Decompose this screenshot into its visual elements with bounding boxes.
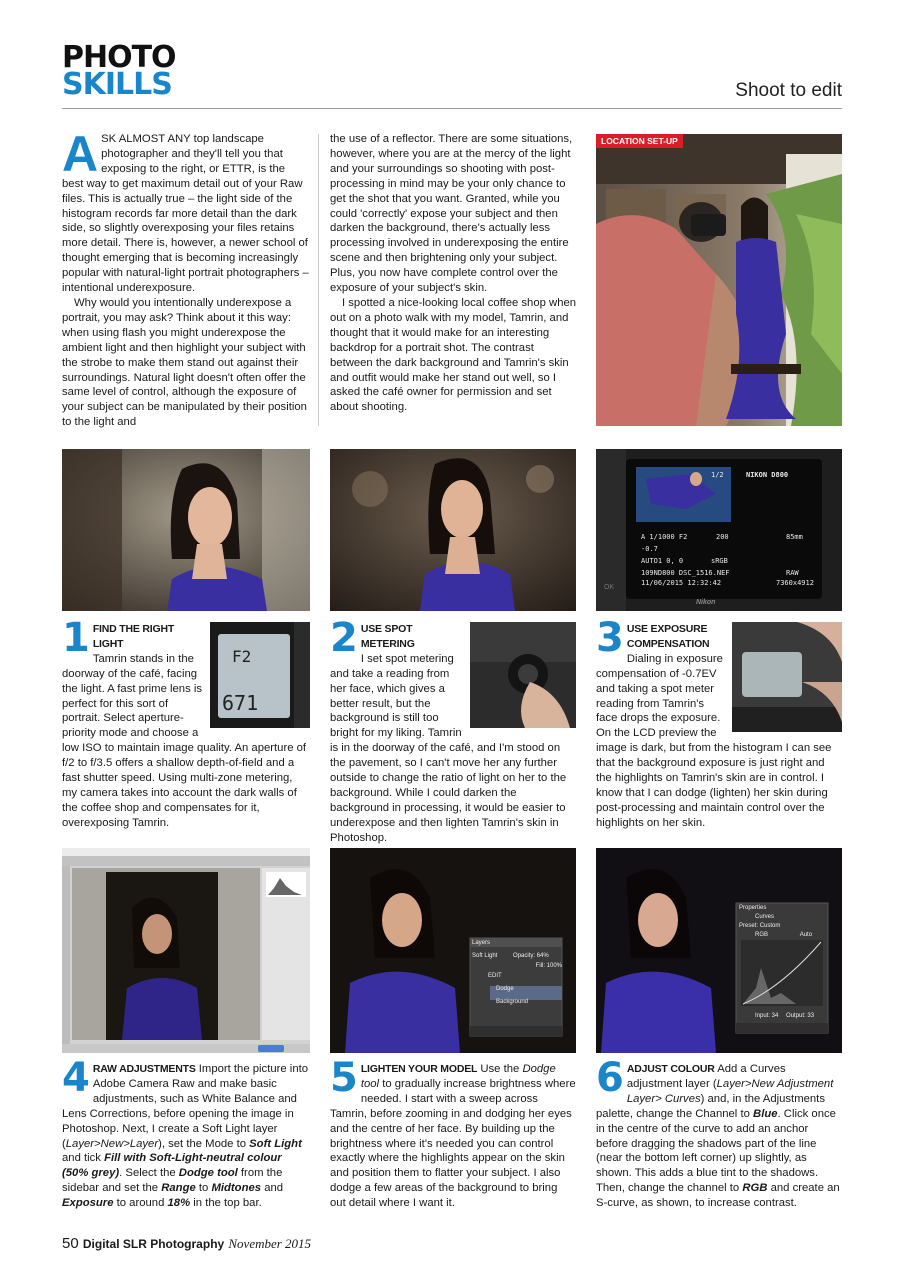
step2-photo (330, 449, 576, 611)
step4-text-6: to (195, 1182, 212, 1195)
step6-title: ADJUST COLOUR (626, 1063, 715, 1075)
step6-number: 6 (596, 1055, 624, 1101)
step2-title: USE SPOT METERING (360, 623, 415, 650)
step4-text-2: ), set the Mode to (158, 1137, 250, 1150)
curves-auto-button[interactable]: Auto (799, 932, 813, 938)
lcd-focal: 85mm (786, 533, 803, 541)
step4-em-4: Dodge tool (178, 1167, 238, 1180)
step2-inset-camera (470, 622, 576, 728)
step4-number: 4 (62, 1055, 90, 1101)
step5-title: LIGHTEN YOUR MODEL (360, 1063, 478, 1075)
step4-text-9: in the top bar. (190, 1197, 262, 1210)
step3-text: Dialing in exposure compensation of -0.7EV and taking a spot meter reading from Tamrin's face drops the exposure. On the LCD preview the image is dark, but from the histogram I can see that the background exposure is just right and the highlights on Tamrin's skin are in control. I know that I can dodge (lighten) her skin during post-processing and maintain control over the highlights on her skin. (596, 652, 832, 829)
step4-photoshop-screenshot (62, 848, 310, 1053)
step3-number: 3 (596, 615, 624, 661)
logo-line-photo: PHOTO (62, 40, 176, 75)
layers-panel (472, 938, 562, 1007)
svg-text:671: 671 (222, 691, 259, 715)
step5-em-1: Dodge tool (360, 1063, 556, 1090)
curves-name: Curves (755, 914, 775, 920)
lcd-size: 7360x4912 (776, 579, 814, 587)
step6-text-3: . Click once in the centre of the curve to add an anchor before dragging the shadows part of the line (near the bottom left corner) up slightly, as shown. This adds a blue tint to the shadows. Then, change the channel to (596, 1107, 836, 1195)
step4-text-3: and tick (62, 1152, 105, 1165)
svg-text:OK: OK (604, 584, 615, 591)
step4-text-7: and (261, 1182, 284, 1195)
curves-preset[interactable]: Custom (759, 923, 781, 929)
step2-text: I set spot metering and take a reading from her face, which gives a better result, but the background is still too bright for my liking. Tamrin is in the doorway of the café, and I'm stood on the pavement, so I can't move her any further outside to change the ratio of light on her to the background. While I could darken the background in processing, it would be easier to underexpose and then lighten Tamrin's skin in Photoshop. (330, 652, 567, 844)
step6-text-2: ) and, in the Adjustments palette, change the Channel to (596, 1092, 825, 1120)
step-4 (62, 1055, 310, 1211)
curves-panel: Properties Curves Preset: Custom RGB Auto Input: 34 Output: 33 (739, 904, 827, 1021)
column-divider (318, 134, 319, 426)
intro-column-1 (62, 126, 309, 430)
lcd-colorspace: sRGB (711, 557, 728, 565)
layer-background[interactable]: Background (496, 999, 529, 1005)
step4-em-1: Layer>New>Layer (65, 1137, 159, 1150)
layers-opacity[interactable]: Opacity: 64% (513, 953, 549, 959)
step4-em-3: Fill with Soft-Light-neutral colour (50% grey) (62, 1152, 282, 1180)
lcd-fraction: 1/2 (711, 471, 724, 479)
intro-paragraph-2: Why would you intentionally underexpose a portrait, you may ask? Think about it this way: when using flash you might underexpose the ambient light and then highlight your subject with the strobe to make them stand out against their surroundings. Natural light doesn't often offer the same level of control, although the exposure of your subject can be manipulated by their position to the light and (62, 296, 307, 429)
step4-em-5: Range (161, 1182, 196, 1195)
step4-em-7: Exposure (62, 1197, 114, 1210)
curves-input[interactable]: Input: 34 (755, 1013, 779, 1019)
step2-number: 2 (330, 615, 358, 661)
step4-text-5: from the sidebar and set the (62, 1167, 283, 1195)
step4-title: RAW ADJUSTMENTS (92, 1063, 196, 1075)
curves-output[interactable]: Output: 33 (786, 1013, 815, 1019)
step5-photo-layers (330, 848, 576, 1053)
step5-number: 5 (330, 1055, 358, 1101)
layers-panel-title: Layers (472, 940, 491, 946)
magazine-name: Digital SLR Photography (82, 1237, 225, 1251)
intro-paragraph-3: the use of a reflector. There are some situations, however, where you are at the mercy of the light and your surroundings so shooting with post-processing in mind may be your only chance to get the shot that you want. Granted, while you could 'correctly' expose your subject and then darken the background, there's actually less processing involved in underexposing the entire scene and then brightening only your subject. Plus, you now have complete control over the exposure of your subject's skin. (330, 133, 573, 295)
step4-em-2: Soft Light (249, 1137, 302, 1150)
lcd-file: 109ND800 DSC_1516.NEF (641, 569, 730, 577)
step3-inset-camera-top (732, 622, 842, 732)
lcd-exposure: A 1/1000 F2 (641, 533, 688, 541)
layer-dodge[interactable]: Dodge (496, 986, 514, 992)
lcd-brand: Nikon (696, 599, 716, 606)
svg-text:F2: F2 (232, 647, 252, 666)
step4-text-4: . Select the (119, 1167, 179, 1180)
step6-em-2: Blue (753, 1107, 778, 1120)
step1-inset-meter (210, 622, 310, 728)
lcd-date: 11/06/2015 12:32:42 (641, 579, 722, 587)
step-1 (62, 615, 310, 831)
curves-channel[interactable]: RGB (755, 932, 769, 938)
step6-em-3: RGB (742, 1182, 768, 1195)
header-rule (62, 108, 842, 109)
step6-em-1: Layer>New Adjustment Layer> Curves (626, 1077, 834, 1105)
step5-text-1: Use the (480, 1063, 523, 1075)
dropcap: A (62, 126, 99, 182)
lcd-wb: AUTO1 0, 0 (641, 557, 684, 565)
step-3 (596, 615, 842, 831)
step-6 (596, 1055, 842, 1211)
logo-line-skills: SKILLS (62, 67, 172, 102)
step4-em-6: Midtones (211, 1182, 262, 1195)
step1-number: 1 (62, 615, 90, 661)
lcd-ev: -0.7 (641, 545, 658, 553)
camera-lcd-readout (596, 449, 842, 611)
step1-title: FIND THE RIGHT LIGHT (92, 623, 175, 650)
intro-paragraph-1: SK ALMOST ANY top landscape photographer and they'll tell you that exposing to the right, or ETTR, is the best way to get maximum detail out of your Raw files. This is actually true – the light side of the histogram records far more detail than the dark side, so slightly overexposing your files retains more detail. There is, however, a newer school of thought emerging that is becoming increasingly popular with natural-light portrait photographers – intentional underexposure. (62, 133, 309, 295)
lcd-model: NIKON D800 (746, 471, 789, 479)
step6-text-1: Add a Curves adjustment layer ( (626, 1063, 786, 1090)
issue-date: November 2015 (228, 1236, 312, 1251)
intro-paragraph-4: I spotted a nice-looking local coffee shop when out on a photo walk with my model, Tamrin, and thought that it would make for an interesting backdrop for a portrait shot. The contrast between the dark background and Tamrin's skin and outfit would make her stand out well, so I asked the café owner for permission and set about shooting. (330, 296, 577, 414)
intro-column-2 (330, 132, 578, 415)
section-title: Shoot to edit (735, 80, 842, 101)
step4-text-8: to around (113, 1197, 168, 1210)
step1-photo (62, 449, 310, 611)
magazine-logo (62, 40, 176, 102)
page-footer (62, 1235, 311, 1252)
curves-panel-title: Properties (739, 905, 767, 911)
lcd-iso: 200 (716, 533, 729, 541)
page-number: 50 (62, 1235, 79, 1252)
step6-photo-curves (596, 848, 842, 1053)
step3-title: USE EXPOSURE COMPENSATION (626, 623, 710, 650)
layers-blend-mode[interactable]: Soft Light (472, 953, 498, 959)
step6-text-4: and create an S-curve, as shown, to increase contrast. (596, 1182, 840, 1210)
location-setup-tag: LOCATION SET-UP (596, 134, 683, 148)
layers-fill[interactable]: Fill: 100% (535, 963, 562, 969)
step1-text: Tamrin stands in the doorway of the café, facing the light. A fast prime lens is perfect for this sort of portrait. Select aperture-priority mode and choose a low ISO to maintain image quality. An aperture of f/2 to f/3.5 offers a shallow depth-of-field and a fast shutter speed. Using multi-zone metering, my camera takes into account the dark walls of the coffee shop and compensates for it, overexposing Tamrin. (62, 652, 307, 829)
step4-text-1: Import the picture into Adobe Camera Raw and make basic adjustments, such as White Balance and Lens Corrections, before opening the image in Photoshop. Next, I create a Soft Light layer ( (62, 1063, 309, 1150)
step5-text-2: to gradually increase brightness where needed. I start with a sweep across Tamrin, before zooming in and dodging her eyes and the centre of her face. By building up the brightness where it's needed you can control exactly where the highlights appear on the skin and position them to flatter your subject. I also dodge a few areas of the background to bring out detail where I want it. (330, 1077, 576, 1210)
layers-group[interactable]: EDIT (488, 973, 502, 979)
step3-camera-lcd-photo (596, 449, 842, 611)
step4-em-8: 18% (167, 1197, 191, 1210)
lcd-raw: RAW (786, 569, 799, 577)
step-5 (330, 1055, 576, 1211)
location-setup-photo (596, 134, 842, 426)
step-2 (330, 615, 576, 846)
